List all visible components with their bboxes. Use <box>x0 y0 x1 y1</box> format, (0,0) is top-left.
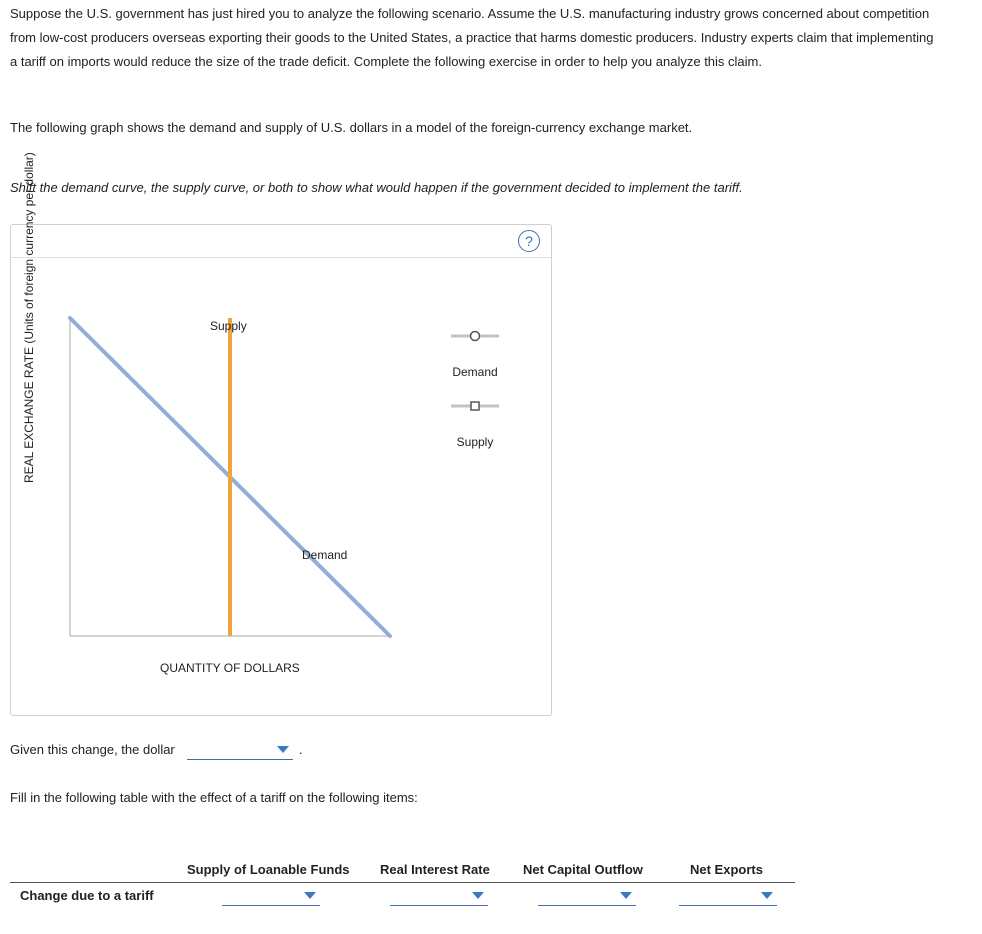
net-exports-dropdown[interactable] <box>679 887 777 906</box>
demand-curve-label: Demand <box>302 548 348 562</box>
legend-supply-label: Supply <box>456 435 494 449</box>
row-label-change-due-to-tariff: Change due to a tariff <box>20 888 154 903</box>
chevron-down-icon <box>277 746 289 753</box>
scenario-text: Suppose the U.S. government has just hired you to analyze the following scenario. Assume the U.S. manufacturing industry grows concerned about competition from low-cost producers overseas exporting their goods to the United States, a practice that harms domestic producers. Industry experts claim that implementing a tariff on imports would reduce the size of the trade deficit. Complete the following exercise in order to help you analyze this claim. <box>10 6 934 69</box>
legend-demand-label: Demand <box>452 365 498 379</box>
graph-description: The following graph shows the demand and supply of U.S. dollars in a model of the foreign-currency exchange market. <box>10 120 693 135</box>
chevron-down-icon <box>304 892 316 899</box>
legend-demand-tool[interactable] <box>451 332 499 341</box>
x-axis-label: QUANTITY OF DOLLARS <box>160 661 300 675</box>
legend-supply-tool[interactable] <box>451 402 499 410</box>
chevron-down-icon <box>761 892 773 899</box>
instruction-text: Shift the demand curve, the supply curve, or both to show what would happen if the government decided to implement the tariff. <box>10 180 743 195</box>
table-prompt: Fill in the following table with the effect of a tariff on the following items: <box>10 790 418 805</box>
header-real-interest-rate: Real Interest Rate <box>380 862 490 877</box>
net-capital-outflow-dropdown[interactable] <box>538 887 636 906</box>
header-net-capital-outflow: Net Capital Outflow <box>523 862 643 877</box>
supply-curve-label: Supply <box>210 319 247 333</box>
table-divider <box>10 882 795 883</box>
loanable-funds-dropdown[interactable] <box>222 887 320 906</box>
real-interest-rate-dropdown[interactable] <box>390 887 488 906</box>
chevron-down-icon <box>472 892 484 899</box>
given-change-text: Given this change, the dollar <box>10 742 175 757</box>
help-icon[interactable]: ? <box>518 230 540 252</box>
square-marker-icon <box>471 402 479 410</box>
header-supply-of-loanable-funds: Supply of Loanable Funds <box>187 862 350 877</box>
chevron-down-icon <box>620 892 632 899</box>
sentence-period: . <box>299 742 303 757</box>
dollar-change-dropdown[interactable] <box>187 741 293 760</box>
header-net-exports: Net Exports <box>690 862 763 877</box>
circle-marker-icon <box>471 332 480 341</box>
y-axis-label: REAL EXCHANGE RATE (Units of foreign currency per dollar) <box>22 152 36 483</box>
